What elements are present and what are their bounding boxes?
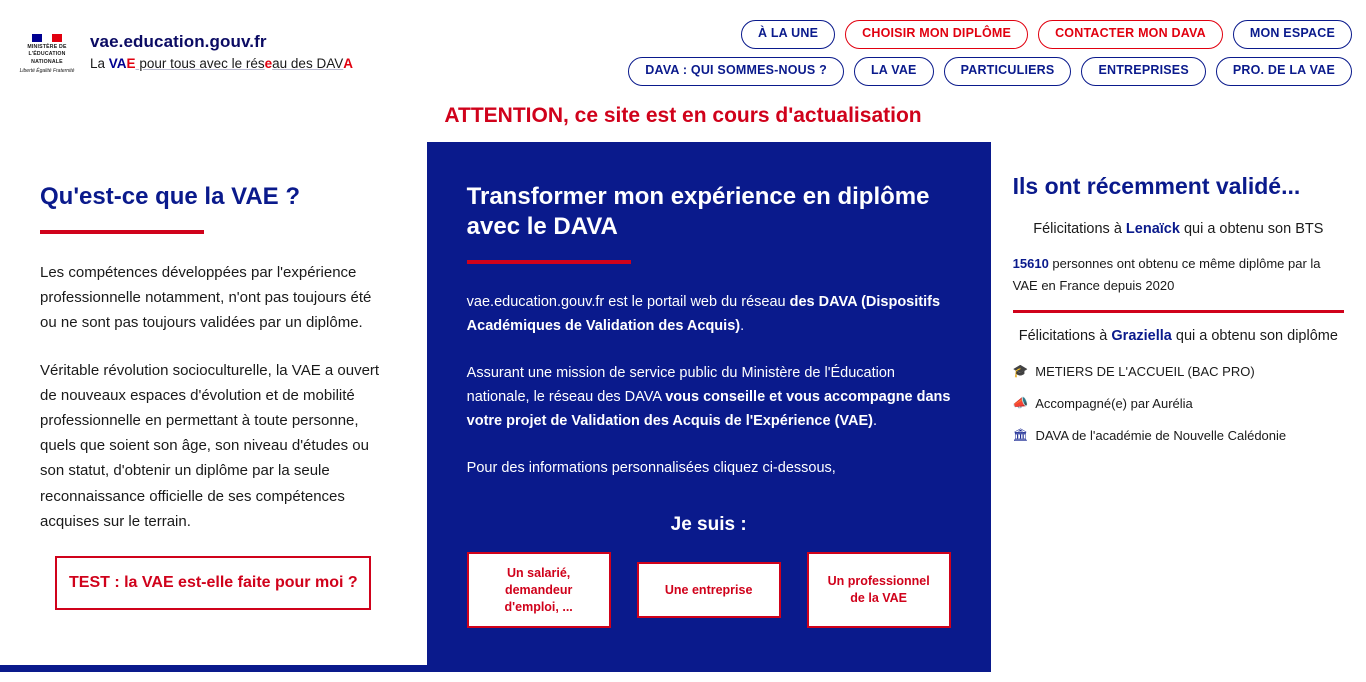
brand-logo[interactable] bbox=[16, 30, 353, 78]
audience-choices bbox=[467, 552, 951, 628]
main-navigation bbox=[452, 20, 1352, 94]
column-transform-experience bbox=[427, 142, 991, 672]
choice-salarie-demandeur-emploi[interactable]: Un salarié, demandeur d'emploi, ... bbox=[467, 552, 611, 628]
brand-text bbox=[90, 30, 353, 71]
testimonial-2-advisor-text: Accompagné(e) par Aurélia bbox=[1035, 396, 1193, 412]
nav-item-la-vae[interactable]: LA VAE bbox=[854, 57, 934, 86]
testimonial-1-name: Lenaïck bbox=[1125, 220, 1180, 237]
site-alert-banner: ATTENTION, ce site est en cours d'actualisation bbox=[444, 104, 922, 127]
testimonial-2-diploma-text: METIERS DE L'ACCUEIL (BAC PRO) bbox=[1035, 364, 1255, 380]
middle-paragraph-2 bbox=[467, 361, 951, 434]
testimonial-2-meta-advisor bbox=[1013, 394, 1344, 414]
testimonial-1-stat bbox=[1013, 253, 1344, 308]
testimonial-2-suffix: qui a obtenu son diplôme bbox=[1171, 327, 1338, 344]
column-recent-validations bbox=[991, 142, 1366, 672]
tagline-e2: e bbox=[264, 56, 273, 71]
megaphone-icon: 📣 bbox=[1012, 396, 1029, 411]
graduation-cap-icon: 🎓 bbox=[1012, 364, 1029, 379]
middle-p2-part-a: Assurant une mission de service public du Ministère de l'Éducation nationale, le réseau des DAVA bbox=[466, 364, 895, 406]
title-underline-left bbox=[40, 230, 204, 234]
site-name: vae.education.gouv.fr bbox=[90, 32, 267, 51]
page-title-middle: Transformer mon expérience en diplôme avec le DAVA bbox=[466, 183, 930, 240]
middle-p2-part-b: vous conseille et vous accompagne dans votre projet de Validation des Acquis de l'Expérience (VAE) bbox=[466, 389, 951, 430]
testimonial-1-count: 15610 bbox=[1012, 256, 1049, 272]
nav-item-contacter-mon-dava[interactable]: CONTACTER MON DAVA bbox=[1038, 20, 1223, 49]
nav-item-dava-qui-sommes-nous[interactable]: DAVA : QUI SOMMES-NOUS ? bbox=[628, 57, 844, 86]
testimonial-1-prefix: Félicitations à bbox=[1033, 220, 1126, 237]
middle-p1-part-b: des DAVA (Dispositifs Académiques de Validation des Acquis) bbox=[466, 294, 941, 335]
testimonial-2-prefix: Félicitations à bbox=[1018, 327, 1112, 344]
nav-item-entreprises[interactable]: ENTREPRISES bbox=[1081, 57, 1205, 86]
site-tagline bbox=[90, 56, 353, 71]
institution-icon: 🏛 bbox=[1012, 428, 1029, 443]
testimonial-divider bbox=[1013, 310, 1344, 313]
column-what-is-vae bbox=[0, 142, 427, 672]
testimonial-2-meta-diploma bbox=[1013, 362, 1344, 382]
main-content bbox=[0, 142, 1366, 672]
choice-professionnel-vae[interactable]: Un professionnel de la VAE bbox=[807, 552, 951, 628]
french-republic-logo-icon bbox=[16, 30, 78, 78]
tagline-v: V bbox=[108, 56, 117, 71]
site-header bbox=[0, 0, 1366, 96]
tagline-end: au des DAV bbox=[272, 56, 344, 71]
nav-row-primary bbox=[452, 20, 1352, 49]
middle-p2-part-c: . bbox=[873, 413, 878, 430]
choice-entreprise[interactable]: Une entreprise bbox=[637, 562, 781, 618]
republic-motto: Liberté Égalité Fraternité bbox=[19, 67, 75, 74]
tagline-mid: pour tous avec le rés bbox=[135, 56, 265, 71]
nav-item-mon-espace[interactable]: MON ESPACE bbox=[1233, 20, 1352, 49]
left-paragraph-2: Véritable révolution socioculturelle, la VAE a ouvert de nouveaux espaces d'évolution et de mobilité professionnelle en permettant à toute personne, quels que soient son âge, son niveau d'études ou son statut, d'obtenir un diplôme par la seule reconnaissance officielle de ses compétences acquises sur le terrain. bbox=[40, 361, 380, 530]
middle-paragraph-3: Pour des informations personnalisées cliquez ci-dessous, bbox=[466, 459, 836, 476]
french-flag-icon bbox=[32, 34, 62, 42]
testimonial-1-suffix: qui a obtenu son BTS bbox=[1179, 220, 1324, 237]
nav-item-pro-de-la-vae[interactable]: PRO. DE LA VAE bbox=[1216, 57, 1352, 86]
testimonial-1 bbox=[1013, 212, 1344, 253]
left-paragraph-1: Les compétences développées par l'expérience professionnelle notamment, n'ont pas toujours été ou ne sont pas toujours validées par un diplôme. bbox=[40, 264, 372, 332]
testimonial-2-dava-text: DAVA de l'académie de Nouvelle Calédonie bbox=[1035, 428, 1287, 444]
page-title-right: Ils ont récemment validé... bbox=[1012, 173, 1301, 199]
nav-item-choisir-mon-diplome[interactable]: CHOISIR MON DIPLÔME bbox=[845, 20, 1028, 49]
middle-p1-part-a: vae.education.gouv.fr est le portail web du réseau bbox=[466, 294, 790, 310]
tagline-prefix: La bbox=[90, 56, 109, 71]
testimonial-2-meta-dava bbox=[1013, 426, 1344, 446]
ministry-label: MINISTÈRE DE L'ÉDUCATION NATIONALE bbox=[27, 44, 67, 65]
middle-p1-part-c: . bbox=[740, 318, 745, 335]
test-vae-button[interactable]: TEST : la VAE est-elle faite pour moi ? bbox=[55, 556, 371, 610]
nav-item-particuliers[interactable]: PARTICULIERS bbox=[944, 57, 1072, 86]
middle-paragraph-1 bbox=[467, 290, 951, 339]
tagline-a2: A bbox=[343, 56, 353, 71]
tagline-e: E bbox=[126, 56, 136, 71]
title-underline-middle bbox=[467, 260, 631, 264]
testimonial-2-name: Graziella bbox=[1111, 327, 1172, 344]
nav-item-a-la-une[interactable]: À LA UNE bbox=[741, 20, 835, 49]
testimonial-1-count-text: personnes ont obtenu ce même diplôme par la VAE en France depuis 2020 bbox=[1012, 256, 1321, 293]
testimonial-2 bbox=[1013, 325, 1344, 348]
page-title-left: Qu'est-ce que la VAE ? bbox=[40, 183, 300, 210]
nav-row-secondary bbox=[452, 57, 1352, 86]
tagline-a: A bbox=[116, 56, 127, 71]
je-suis-label: Je suis : bbox=[670, 514, 747, 536]
